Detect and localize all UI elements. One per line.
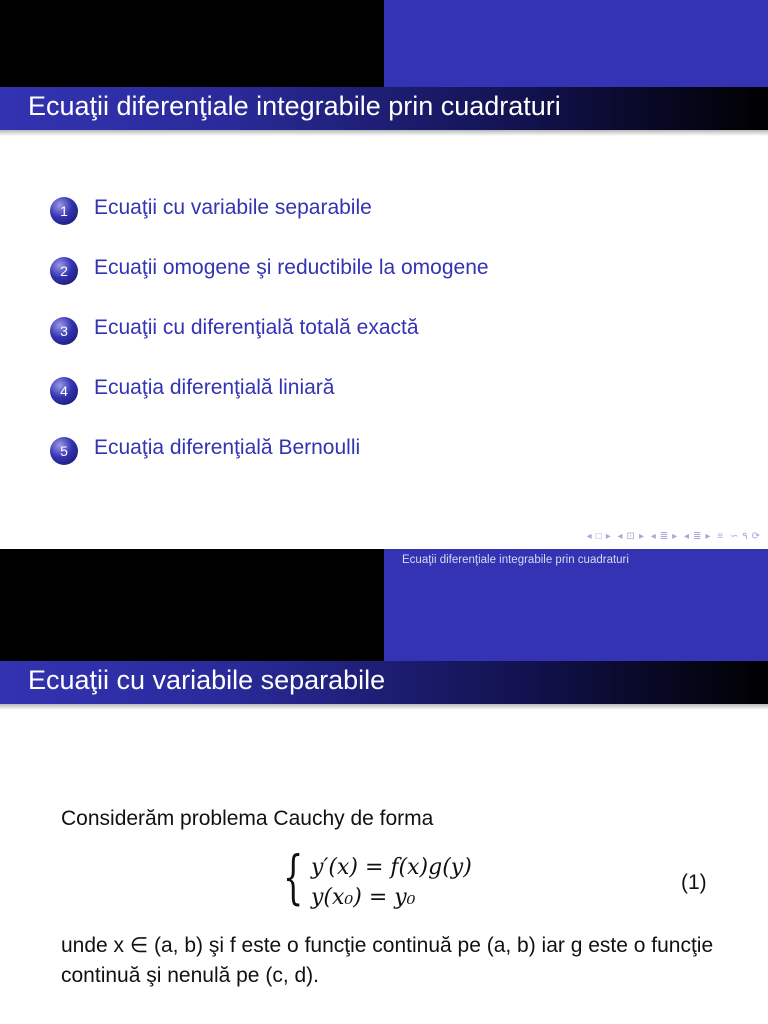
- header-section-panel: [0, 0, 384, 87]
- toc-item-label: Ecuaţii cu diferenţială totală exactă: [94, 316, 419, 339]
- nav-prev-slide-icon[interactable]: ◂: [586, 531, 592, 542]
- toc-number-ball: 4: [50, 377, 78, 405]
- toc-item-label: Ecuaţia diferenţială liniară: [94, 376, 335, 399]
- nav-slide-icon[interactable]: □: [595, 531, 602, 542]
- frame-title-shadow: [0, 704, 768, 710]
- nav-frame-icon[interactable]: ⊡: [626, 531, 635, 542]
- toc-number-ball: 3: [50, 317, 78, 345]
- nav-next-slide-icon[interactable]: ▸: [605, 531, 611, 542]
- equation-number: (1): [681, 871, 707, 894]
- nav-next-section-icon[interactable]: ▸: [705, 531, 711, 542]
- left-brace-icon: {: [283, 843, 304, 911]
- toc-item-label: Ecuaţii omogene şi reductibile la omogene: [94, 256, 489, 279]
- header-title-panel: [384, 0, 768, 87]
- header-section-panel: [0, 549, 384, 661]
- header-presentation-title: Ecuaţii diferenţiale integrabile prin cuadraturi: [402, 554, 629, 566]
- explanation-paragraph: unde x ∈ (a, b) şi f este o funcţie continuă pe (a, b) iar g este o funcţie continuă şi nenulă pe (c, d).: [61, 934, 714, 987]
- nav-next-frame-icon[interactable]: ▸: [638, 531, 644, 542]
- nav-prev-section-icon[interactable]: ◂: [683, 531, 690, 542]
- intro-text: Considerăm problema Cauchy de forma: [61, 807, 434, 830]
- slide-separable-equations: [0, 549, 768, 1024]
- frame-title-shadow: [0, 130, 768, 136]
- beamer-navigation-bar: [583, 531, 760, 545]
- toc-item-label: Ecuaţia diferenţială Bernoulli: [94, 436, 361, 459]
- nav-forward-icon[interactable]: ⟳: [751, 531, 760, 542]
- frame-title-bar: [0, 661, 768, 704]
- nav-next-subsection-icon[interactable]: ▸: [672, 531, 678, 542]
- nav-back-icon[interactable]: ∽: [729, 531, 739, 542]
- toc-number-ball: 1: [50, 197, 78, 225]
- frame-title-bar: [0, 87, 768, 130]
- nav-subsection-icon[interactable]: ≣: [659, 531, 669, 542]
- nav-document-icon[interactable]: ≡: [717, 531, 724, 542]
- equation-line: y′(x) = f(x)g(y): [311, 855, 472, 880]
- initial-condition-line: y(x₀) = y₀: [311, 885, 416, 910]
- toc-number-ball: 5: [50, 437, 78, 465]
- frame-title: Ecuaţii cu variabile separabile: [28, 665, 386, 695]
- nav-search-icon[interactable]: ۹: [742, 531, 748, 542]
- toc-item-label: Ecuaţii cu variabile separabile: [94, 196, 372, 219]
- nav-section-icon[interactable]: ≣: [693, 531, 702, 542]
- nav-prev-frame-icon[interactable]: ◂: [617, 531, 623, 542]
- header-title-panel: [384, 549, 768, 661]
- nav-prev-subsection-icon[interactable]: ◂: [650, 531, 656, 542]
- toc-number-ball: 2: [50, 257, 78, 285]
- frame-title: Ecuaţii diferenţiale integrabile prin cuadraturi: [28, 91, 561, 121]
